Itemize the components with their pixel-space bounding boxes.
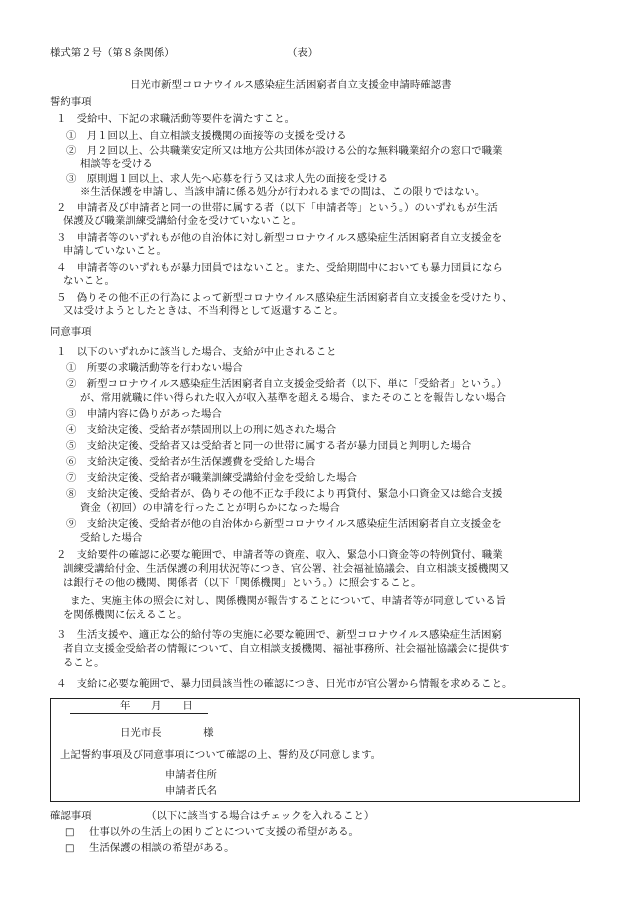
- document-title: 日光市新型コロナウイルス感染症生活困窮者自立支援金申請時確認書: [130, 79, 452, 91]
- consent-line: ① 所要の求職活動等を行わない場合: [66, 362, 243, 374]
- pledge-line: ① 月１回以上、自立相談支援機関の面接等の支援を受ける: [66, 130, 347, 142]
- signature-statement: 上記誓約事項及び同意事項について確認の上、誓約及び同意します。: [60, 749, 382, 761]
- consent-line: ③ 申請内容に偽りがあった場合: [66, 408, 222, 420]
- pledge-line: 相談等を受ける: [80, 158, 153, 170]
- consent-line: 者自立支援金受給者の情報について、自立相談支援機関、福祉事務所、社会福祉協議会に提供す: [63, 643, 510, 655]
- consent-line: ② 新型コロナウイルス感染症生活困窮者自立支援金受給者（以下、単に「受給者」という。）: [66, 378, 507, 390]
- consent-line: １ 以下のいずれかに該当した場合、支給が中止されること: [56, 346, 337, 358]
- consent-line: は銀行その他の機関、関係者（以下「関係機関」という。）に照会すること。: [63, 577, 422, 589]
- signature-date[interactable]: 年 月 日: [120, 700, 193, 712]
- pledge-line: ③ 原則週１回以上、求人先へ応募を行う又は求人先の面接を受ける: [66, 173, 389, 185]
- consent-line: ④ 支給決定後、受給者が禁固刑以上の刑に処された場合: [66, 424, 337, 436]
- checkbox-icon[interactable]: □: [65, 827, 75, 838]
- pledge-line: １ 受給中、下記の求職活動等要件を満たすこと。: [56, 113, 295, 125]
- consent-line: ⑧ 支給決定後、受給者が、偽りその他不正な手段により再貸付、緊急小口資金又は総合支援: [66, 488, 503, 500]
- pledge-line: ２ 申請者及び申請者と同一の世帯に属する者（以下「申請者等」という。）のいずれもが生活: [56, 202, 498, 214]
- consent-line: 受給した場合: [80, 532, 143, 544]
- confirm-item-label: 生活保護の相談の希望がある。: [89, 842, 235, 854]
- consent-line: 資金（初回）の申請を行ったことが明らかになった場合: [80, 502, 340, 514]
- pledge-line: ② 月２回以上、公共職業安定所又は地方公共団体が設ける公的な無料職業紹介の窓口で職業: [66, 145, 503, 157]
- confirm-note: （以下に該当する場合はチェックを入れること）: [146, 810, 375, 822]
- consent-line: 訓練受講給付金、生活保護の利用状況等につき、官公署、社会福祉協議会、自立相談支援機関又: [63, 563, 510, 575]
- consent-line: ⑥ 支給決定後、受給者が生活保護費を受給した場合: [66, 456, 316, 468]
- pledge-line: ４ 申請者等のいずれもが暴力団員ではないこと。また、受給期間中においても暴力団員になら: [56, 262, 503, 274]
- checkbox-icon[interactable]: □: [65, 843, 75, 854]
- pledge-line: ５ 偽りその他不正の行為によって新型コロナウイルス感染症生活困窮者自立支援金を受けたり、: [56, 292, 513, 304]
- date-underline: [70, 713, 208, 714]
- pledge-line: 保護及び職業訓練受講給付金を受けていないこと。: [63, 215, 302, 227]
- consent-line: が、常用就職に伴い得られた収入が収入基準を超える場合、またそのことを報告しない場合: [80, 392, 507, 404]
- consent-heading: 同意事項: [50, 326, 92, 338]
- form-number: 様式第２号（第８条関係）: [50, 47, 175, 59]
- applicant-name-label: 申請者氏名: [165, 785, 217, 797]
- consent-line: また、実施主体の照会に対し、関係機関が報告することについて、申請者等が同意している旨: [70, 595, 506, 607]
- consent-line: ⑦ 支給決定後、受給者が職業訓練受講給付金を受給した場合: [66, 472, 357, 484]
- consent-line: ⑨ 支給決定後、受給者が他の自治体から新型コロナウイルス感染症生活困窮者自立支援金を: [66, 518, 502, 530]
- pledge-line: 申請していないこと。: [63, 245, 167, 257]
- consent-line: ２ 支給要件の確認に必要な範囲で、申請者等の資産、収入、緊急小口資金等の特例貸付、職業: [56, 549, 503, 561]
- form-side: （表）: [287, 47, 319, 59]
- consent-line: ４ 支給に必要な範囲で、暴力団員該当性の確認につき、日光市が官公署から情報を求めること。: [56, 678, 513, 690]
- pledge-line: ないこと。: [63, 275, 115, 287]
- pledge-heading: 誓約事項: [50, 96, 92, 108]
- pledge-line: ※生活保護を申請し、当該申請に係る処分が行われるまでの間は、この限りではない。: [80, 186, 486, 198]
- pledge-line: 又は受けようとしたときは、不当利得として返還すること。: [63, 305, 344, 317]
- confirm-item-label: 仕事以外の生活上の困りごとについて支援の希望がある。: [89, 826, 359, 838]
- applicant-address-label: 申請者住所: [165, 769, 217, 781]
- consent-line: ⑤ 支給決定後、受給者又は受給者と同一の世帯に属する者が暴力団員と判明した場合: [66, 440, 472, 452]
- consent-line: ること。: [63, 657, 105, 669]
- consent-line: を関係機関に伝えること。: [63, 609, 188, 621]
- consent-line: ３ 生活支援や、適正な公的給付等の実施に必要な範囲で、新型コロナウイルス感染症生活困窮: [56, 629, 502, 641]
- signature-addressee: 日光市長 様: [120, 727, 214, 739]
- confirm-heading: 確認事項: [50, 810, 92, 822]
- pledge-line: ３ 申請者等のいずれもが他の自治体に対し新型コロナウイルス感染症生活困窮者自立支援金を: [56, 232, 503, 244]
